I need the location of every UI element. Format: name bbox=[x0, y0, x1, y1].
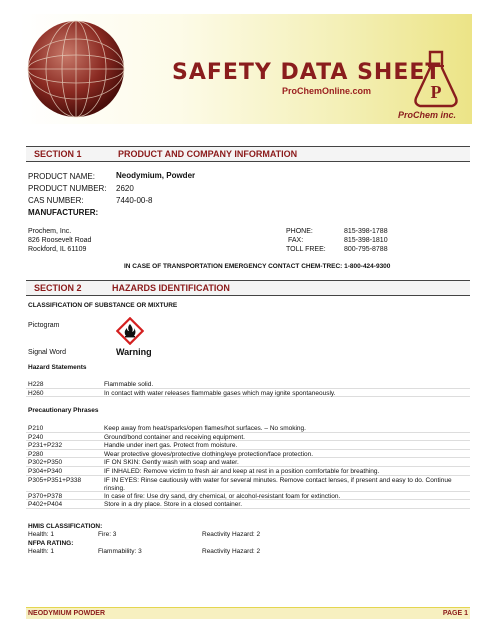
precaution-code: P304+P340 bbox=[28, 467, 63, 475]
hazard-code: H260 bbox=[28, 389, 44, 397]
precaution-code: P402+P404 bbox=[28, 501, 63, 509]
nfpa-heading: NFPA RATING: bbox=[28, 540, 74, 547]
fax-value: 815-398-1810 bbox=[344, 237, 388, 244]
section-1-header bbox=[26, 146, 470, 162]
precaution-code: P305+P351+P338 bbox=[28, 476, 82, 484]
nfpa-flammability: Flammability: 3 bbox=[98, 548, 142, 555]
hmis-heading: HMIS CLASSIFICATION: bbox=[28, 523, 103, 530]
hazard-text: In contact with water releases flammable gases which may ignite spontaneously. bbox=[104, 389, 336, 397]
company-address-1: 826 Roosevelt Road bbox=[28, 237, 92, 244]
footer-page-number: PAGE 1 bbox=[442, 610, 468, 617]
hmis-health: Health: 1 bbox=[28, 531, 55, 538]
product-name-label: PRODUCT NAME: bbox=[28, 172, 95, 181]
section-2-header bbox=[26, 280, 470, 296]
svg-text:P: P bbox=[430, 82, 442, 102]
signal-word-label: Signal Word bbox=[28, 349, 67, 356]
table-row bbox=[26, 467, 470, 476]
precaution-code: P280 bbox=[28, 450, 44, 458]
product-name-value: Neodymium, Powder bbox=[116, 171, 196, 180]
company-name: Prochem, Inc. bbox=[28, 228, 72, 235]
globe-image bbox=[26, 18, 126, 120]
table-row bbox=[26, 424, 470, 433]
page-footer bbox=[26, 607, 470, 619]
product-number-value: 2620 bbox=[116, 184, 134, 193]
precaution-code: P231+P232 bbox=[28, 442, 63, 450]
hmis-reactivity: Reactivity Hazard: 2 bbox=[202, 531, 261, 538]
product-number-label: PRODUCT NUMBER: bbox=[28, 184, 107, 193]
signal-word-value: Warning bbox=[116, 347, 152, 357]
precaution-text: Keep away from heat/sparks/open flames/hot surfaces. – No smoking. bbox=[104, 425, 306, 432]
table-row bbox=[26, 492, 470, 501]
banner-url: ProChemOnline.com bbox=[282, 86, 372, 96]
phone-value: 815-398-1788 bbox=[344, 228, 388, 235]
cas-label: CAS NUMBER: bbox=[28, 196, 84, 205]
precaution-code: P210 bbox=[28, 425, 44, 432]
hazard-heading: Hazard Statements bbox=[28, 364, 87, 371]
tollfree-value: 800-795-8788 bbox=[344, 246, 388, 253]
precaution-text: Wear protective gloves/protective clothing/eye protection/face protection. bbox=[104, 450, 314, 458]
phone-label: PHONE: bbox=[286, 228, 313, 235]
hazard-code: H228 bbox=[28, 381, 44, 388]
table-row bbox=[26, 476, 470, 492]
nfpa-health: Health: 1 bbox=[28, 548, 55, 555]
precaution-code: P302+P350 bbox=[28, 459, 63, 467]
precaution-text: IF ON SKIN: Gently wash with soap and water. bbox=[104, 459, 239, 467]
precaution-text: Store in a dry place. Store in a closed container. bbox=[104, 501, 243, 509]
precaution-code: P240 bbox=[28, 433, 44, 441]
table-row bbox=[26, 380, 470, 389]
logo-text: ProChem inc. bbox=[398, 110, 457, 120]
precaution-text: IF INHALED: Remove victim to fresh air and keep at rest in a position comfortable for breathing. bbox=[104, 467, 380, 475]
precaution-text: Handle under inert gas. Protect from moisture. bbox=[104, 442, 238, 450]
classification-heading: CLASSIFICATION OF SUBSTANCE OR MIXTURE bbox=[28, 302, 178, 309]
manufacturer-label: MANUFACTURER: bbox=[28, 208, 99, 217]
pictogram-label: Pictogram bbox=[28, 322, 60, 329]
emergency-contact: IN CASE OF TRANSPORTATION EMERGENCY CONTACT CHEM-TREC: 1-800-424-9300 bbox=[124, 263, 391, 270]
hmis-fire: Fire: 3 bbox=[98, 531, 117, 538]
flask-logo-icon bbox=[412, 48, 460, 110]
hazard-text: Flammable solid. bbox=[104, 381, 154, 388]
tollfree-label: TOLL FREE: bbox=[286, 246, 326, 253]
precaution-heading: Precautionary Phrases bbox=[28, 407, 99, 414]
section-title: HAZARDS IDENTIFICATION bbox=[112, 283, 230, 293]
hazard-table bbox=[26, 380, 470, 397]
nfpa-reactivity: Reactivity Hazard: 2 bbox=[202, 548, 261, 555]
table-row bbox=[26, 433, 470, 442]
cas-value: 7440-00-8 bbox=[116, 196, 153, 205]
precaution-text: In case of fire: Use dry sand, dry chemical, or alcohol-resistant foam for extinction. bbox=[104, 492, 341, 500]
section-title: PRODUCT AND COMPANY INFORMATION bbox=[118, 149, 298, 159]
precaution-text: Ground/bond container and receiving equipment. bbox=[104, 433, 245, 441]
company-address-2: Rockford, IL 61109 bbox=[28, 246, 87, 253]
table-row bbox=[26, 450, 470, 459]
precaution-code: P370+P378 bbox=[28, 492, 63, 500]
table-row bbox=[26, 458, 470, 467]
fax-label: FAX: bbox=[288, 237, 304, 244]
precaution-text: IF IN EYES: Rinse cautiously with water for several minutes. Remove contact lenses, if present and easy to do. Continue rinsing. bbox=[104, 476, 452, 492]
header-banner bbox=[20, 14, 472, 124]
footer-product-name: NEODYMIUM POWDER bbox=[28, 610, 105, 617]
table-row bbox=[26, 389, 470, 398]
banner-title: SAFETY DATA SHEET bbox=[172, 60, 442, 85]
flame-hazard-icon bbox=[116, 317, 144, 345]
precaution-table bbox=[26, 424, 470, 509]
section-number: SECTION 1 bbox=[34, 149, 82, 159]
section-number: SECTION 2 bbox=[34, 283, 82, 293]
table-row bbox=[26, 500, 470, 509]
table-row bbox=[26, 441, 470, 450]
